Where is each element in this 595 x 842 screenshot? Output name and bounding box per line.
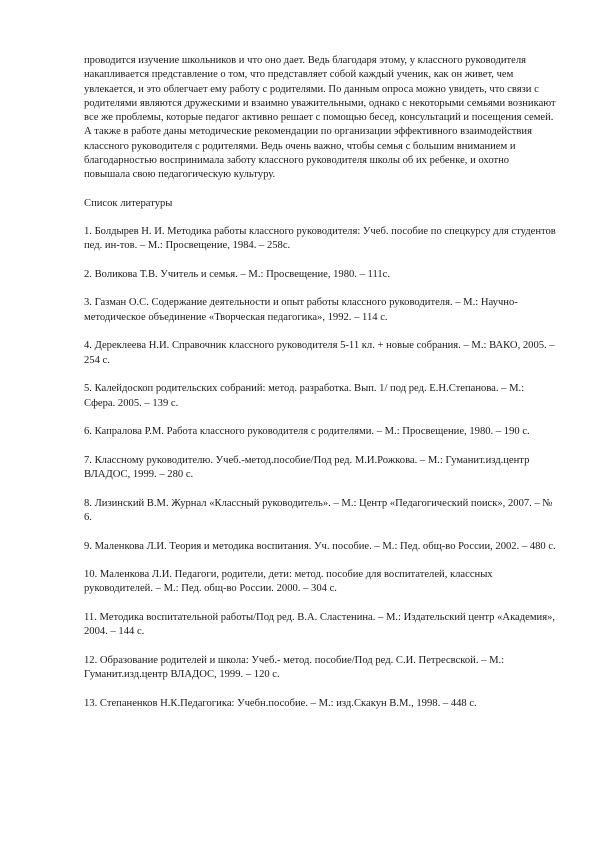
document-page <box>84 54 556 725</box>
references-title: Список литературы <box>84 197 173 209</box>
reference-item: 10. Маленкова Л.И. Педагоги, родители, дети: метод. пособие для воспитателей, классных руководителей. – М.: Пед. общ-во России. 2000. – 304 с. <box>84 569 493 595</box>
intro-paragraph: проводится изучение школьников и что оно дает. Ведь благодаря этому, у классного руководителя накапливается представление о том, что представляет собой каждый ученик, как он живет, чем увлекается, и это облегчает ему работу с родителями. По данным опроса можно увидеть, что связи с родителями являются дружескими и взаимно уважительными, однако с некоторыми семьями возникают все же проблемы, которые педагог активно решает с помощью бесед, консультаций и посещения семей. А также в работе даны методические рекомендации по организации эффективного взаимодействия классного руководителя с родителями. Ведь очень важно, чтобы семья с большим вниманием и благодарностью воспринимала заботу классного руководителя школы об их ребенке, и охотно повышала свою педагогическую культуру. <box>84 55 556 181</box>
reference-item: 9. Маленкова Л.И. Теория и методика воспитания. Уч. пособие. – М.: Пед. общ-во России, 2002. – 480 с. <box>84 540 556 552</box>
reference-item: 6. Капралова Р.М. Работа классного руководителя с родителями. – М.: Просвещение, 1980. – 190 с. <box>84 426 530 438</box>
reference-item: 5. Калейдоскоп родительских собраний: метод. разработка. Вып. 1/ под ред. Е.Н.Степанова. – М.: Сфера. 2005. – 139 с. <box>84 383 525 409</box>
reference-item: 12. Образование родителей и школа: Учеб.- метод. пособие/Под ред. С.И. Петресвской. – М.: Гуманит.изд.центр ВЛАДОС, 1999. – 120 с. <box>84 654 505 681</box>
reference-item: 1. Болдырев Н. И. Методика работы классного руководителя: Учеб. пособие по спецкурсу для студентов пед. ин-тов. – М.: Просвещение, 1984. – 258с. <box>84 225 556 252</box>
reference-item: 7. Классному руководителю. Учеб.-метод.пособие/Под ред. М.И.Рожкова. – М.: Гуманит.изд.центр ВЛАДОС, 1999. – 280 с. <box>84 454 530 481</box>
reference-item: 13. Степаненков Н.К.Педагогика: Учебн.пособие. – М.: изд.Скакун В.М., 1998. – 448 с. <box>84 697 477 709</box>
reference-item: 3. Газман О.С. Содержание деятельности и опыт работы классного руководителя. – М.: Научно-методическое объединение «Творческая педагогика», 1992. – 114 с. <box>84 297 518 323</box>
references-list <box>84 225 556 711</box>
reference-item: 8. Лизинский В.М. Журнал «Классный руководитель». – М.: Центр «Педагогический поиск», 2007. – № 6. <box>84 497 553 523</box>
reference-item: 4. Дереклеева Н.И. Справочник классного руководителя 5-11 кл. + новые собрания. – М.: ВАКО, 2005. – 254 с. <box>84 340 555 366</box>
reference-item: 2. Воликова Т.В. Учитель и семья. – М.: Просвещение, 1980. – 111с. <box>84 268 391 280</box>
reference-item: 11. Методика воспитательной работы/Под ред. В.А. Сластенина. – М.: Издательский центр «Академия», 2004. – 144 с. <box>84 611 556 638</box>
